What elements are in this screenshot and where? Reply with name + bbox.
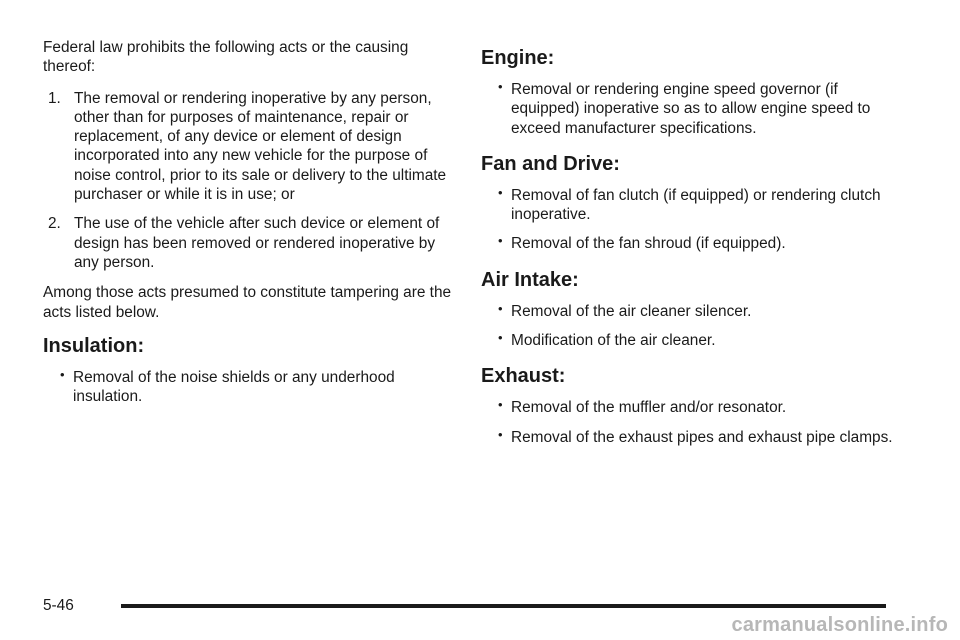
list-item xyxy=(481,428,901,447)
list-item-text: Removal or rendering engine speed governor (if equipped) inoperative so as to allow engine speed to exceed manufacturer specifications. xyxy=(511,81,871,137)
bullet-icon: • xyxy=(498,330,503,346)
left-column xyxy=(43,38,455,416)
item-text: The use of the vehicle after such device or element of design has been removed or rendered inoperative by any person. xyxy=(74,215,440,271)
fan-drive-heading: Fan and Drive: xyxy=(481,152,620,175)
list-item xyxy=(481,186,901,225)
air-intake-heading: Air Intake: xyxy=(481,268,579,291)
list-item-text: Removal of the noise shields or any underhood insulation. xyxy=(73,368,395,406)
bullet-icon: • xyxy=(60,366,65,382)
intro-paragraph: Federal law prohibits the following acts or the causing thereof: xyxy=(43,39,409,76)
air-intake-list xyxy=(481,302,901,351)
fan-drive-list xyxy=(481,186,901,254)
list-item xyxy=(481,302,901,321)
list-item-text: Removal of fan clutch (if equipped) or rendering clutch inoperative. xyxy=(511,186,881,224)
bullet-icon: • xyxy=(498,300,503,316)
bullet-icon: • xyxy=(498,184,503,200)
engine-list xyxy=(481,80,901,138)
list-item-text: Removal of the muffler and/or resonator. xyxy=(511,399,787,417)
bullet-icon: • xyxy=(498,397,503,413)
list-item-text: Removal of the air cleaner silencer. xyxy=(511,302,752,320)
bullet-icon: • xyxy=(498,79,503,94)
exhaust-list xyxy=(481,398,901,447)
bullet-icon: • xyxy=(498,233,503,249)
page-number: 5-46 xyxy=(43,597,74,614)
list-item xyxy=(481,398,901,417)
insulation-heading: Insulation: xyxy=(43,334,145,357)
list-item xyxy=(481,331,901,350)
item-number: 1. xyxy=(48,89,61,107)
footer-divider xyxy=(121,604,886,608)
list-item-text: Removal of the exhaust pipes and exhaust pipe clamps. xyxy=(511,428,893,446)
watermark: carmanualsonline.info xyxy=(731,614,948,636)
numbered-item xyxy=(43,214,455,272)
exhaust-heading: Exhaust: xyxy=(481,365,566,388)
numbered-list xyxy=(43,89,455,273)
list-item xyxy=(43,368,455,407)
item-text: The removal or rendering inoperative by any person, other than for purposes of maintenance, repair or replacement, of any device or element of design incorporated into any new vehicle for the purpose of noise control, prior to its sale or delivery to the ultimate purchaser or while it is in use; or xyxy=(74,89,447,204)
bullet-icon: • xyxy=(498,426,503,442)
list-item xyxy=(481,80,901,138)
numbered-item xyxy=(43,89,455,205)
right-column xyxy=(481,38,901,457)
list-item xyxy=(481,234,901,253)
item-number: 2. xyxy=(48,215,61,233)
engine-heading: Engine: xyxy=(481,47,555,69)
list-item-text: Removal of the fan shroud (if equipped). xyxy=(511,235,786,253)
list-item-text: Modification of the air cleaner. xyxy=(511,332,716,350)
summary-paragraph: Among those acts presumed to constitute tampering are the acts listed below. xyxy=(43,284,452,321)
insulation-list xyxy=(43,368,455,407)
